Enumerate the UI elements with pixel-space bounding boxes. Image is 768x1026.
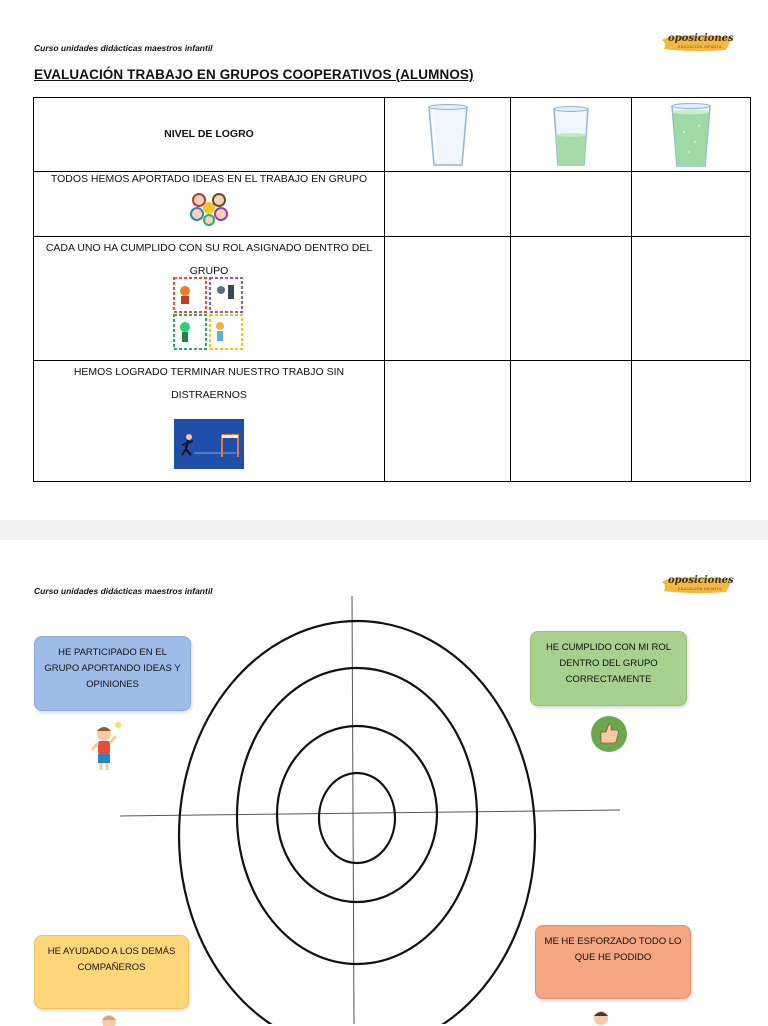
half-glass-icon (551, 105, 591, 169)
empty-glass-icon (426, 103, 470, 169)
group-children-icon (189, 190, 229, 226)
boy-idea-icon (88, 720, 124, 772)
logo-text: oposiciones (668, 33, 734, 44)
score-cell[interactable] (385, 361, 511, 482)
criterion-text-continued: GRUPO (189, 265, 229, 277)
table-header-row (34, 98, 751, 172)
thumbs-up-icon (590, 715, 628, 753)
role-cards-icon (173, 277, 245, 351)
table-row (34, 172, 751, 237)
score-cell[interactable] (511, 237, 632, 361)
brand-logo (660, 32, 734, 54)
level-full-cell (632, 98, 751, 172)
level-half-cell (511, 98, 632, 172)
criterion-cell (34, 237, 385, 361)
criterion-text: CADA UNO HA CUMPLIDO CON SU ROL ASIGNADO DENTRO DEL (45, 242, 373, 254)
full-glass-icon (669, 102, 713, 170)
header-note: Curso unidades didácticas maestros infantil (34, 43, 213, 53)
target-ring-3 (237, 668, 477, 964)
score-cell[interactable] (632, 172, 751, 237)
horizontal-axis (120, 810, 620, 816)
logo-subtext: EDUCACIÓN INFANTIL (678, 45, 723, 49)
criterion-text-continued: DISTRAERNOS (171, 389, 247, 401)
logo-subtext: EDUCACIÓN INFANTIL (678, 587, 723, 591)
criteria-bubble-ideas: HE PARTICIPADO EN EL GRUPO APORTANDO IDEAS Y OPINIONES (34, 636, 191, 711)
score-cell[interactable] (385, 172, 511, 237)
score-cell[interactable] (632, 361, 751, 482)
level-empty-cell (385, 98, 511, 172)
achievement-level-header: NIVEL DE LOGRO (34, 98, 385, 172)
criteria-bubble-role: HE CUMPLIDO CON MI ROL DENTRO DEL GRUPO CORRECTAMENTE (530, 631, 687, 706)
runner-finish-icon (174, 419, 244, 469)
page-gap (0, 520, 768, 540)
header-note: Curso unidades didácticas maestros infantil (34, 586, 213, 596)
score-cell[interactable] (385, 237, 511, 361)
table-row (34, 237, 751, 361)
page-2 (0, 540, 768, 1024)
vertical-axis (352, 596, 354, 1024)
table-row (34, 361, 751, 482)
criterion-text: HEMOS LOGRADO TERMINAR NUESTRO TRABJO SIN (73, 366, 345, 378)
evaluation-table (33, 97, 751, 482)
target-ring-inner (319, 773, 395, 863)
page-title: EVALUACIÓN TRABAJO EN GRUPOS COOPERATIVOS (ALUMNOS) (34, 67, 474, 82)
score-cell[interactable] (511, 172, 632, 237)
child-effort-icon (589, 1006, 613, 1026)
score-cell[interactable] (632, 237, 751, 361)
criterion-cell (34, 361, 385, 482)
criterion-text: TODOS HEMOS APORTADO IDEAS EN EL TRABAJO EN GRUPO (50, 173, 368, 185)
criteria-bubble-help: HE AYUDADO A LOS DEMÁS COMPAÑEROS (34, 935, 189, 1009)
score-cell[interactable] (511, 361, 632, 482)
criterion-cell (34, 172, 385, 237)
logo-text: oposiciones (668, 575, 734, 586)
criteria-bubble-effort: ME HE ESFORZADO TODO LO QUE HE PODIDO (535, 925, 691, 999)
